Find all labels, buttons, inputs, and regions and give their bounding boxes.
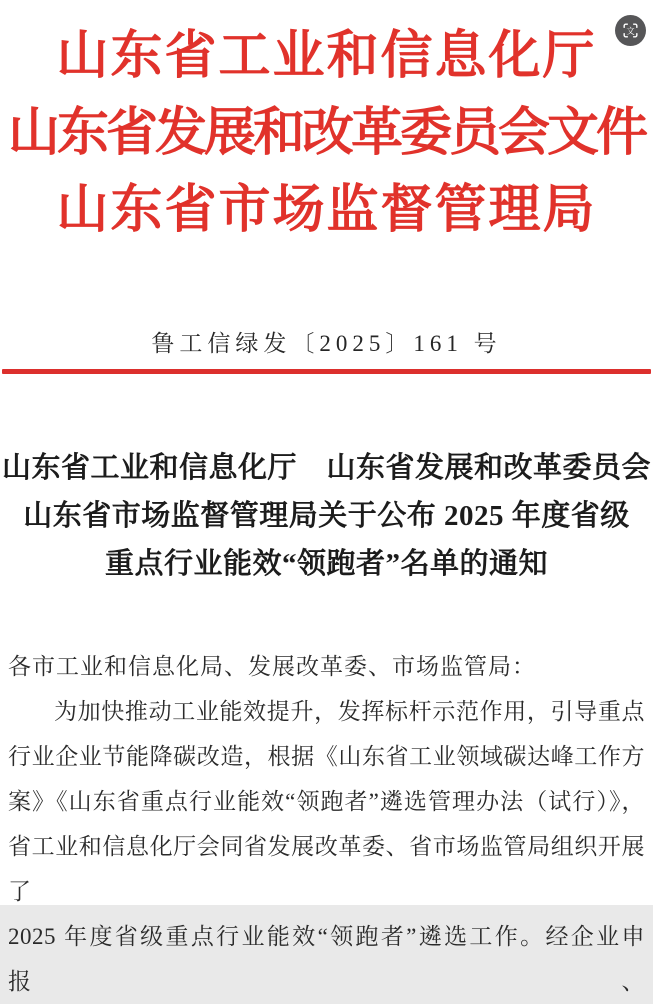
paragraph-line: 省工业和信息化厅会同省发展改革委、省市场监管局组织开展了 [8,834,645,904]
svg-text:文: 文 [626,26,635,36]
letterhead [0,0,653,249]
letterhead-line-1: 山东省工业和信息化厅 [56,28,597,85]
salutation-line: 各市工业和信息化局、发展改革委、市场监管局： [8,654,536,679]
letterhead-line-3: 山东省市场监督管理局 [56,182,597,239]
paragraph-line: 行业企业节能降碳改造，根据《山东省工业领域碳达峰工作方 [8,744,645,769]
document-title [0,444,653,588]
title-line-1: 山东省工业和信息化厅 山东省发展和改革委员会 [1,452,651,484]
paragraph-line: 2025 年度省级重点行业能效“领跑者”遴选工作。经企业申报、 [8,924,645,994]
document-number: 鲁工信绿发〔2025〕161 号 [151,331,502,356]
title-line-2: 山东省市场监督管理局关于公布 2025 年度省级 [23,500,630,532]
paragraph-line: 为加快推动工业能效提升，发挥标杆示范作用，引导重点 [54,699,645,724]
scan-text-button[interactable] [615,15,646,46]
document-body [8,644,645,1004]
title-line-3: 重点行业能效“领跑者”名单的通知 [104,548,548,580]
letterhead-line-2: 山东省发展和改革委员会文件 [7,105,645,162]
paragraph-line: 案》《山东省重点行业能效“领跑者”遴选管理办法（试行）》， [8,789,645,814]
red-divider-line [2,369,651,374]
scan-text-icon [621,21,640,40]
